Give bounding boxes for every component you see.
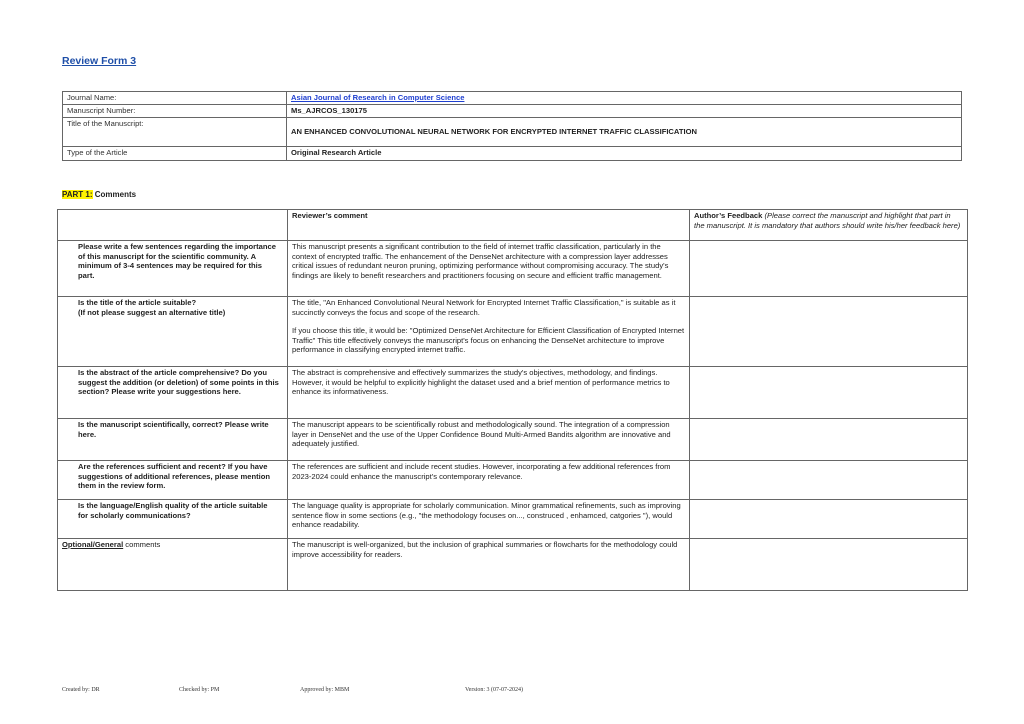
author-feedback-cell[interactable] bbox=[690, 500, 968, 539]
table-row bbox=[58, 241, 968, 297]
question: Is the title of the article suitable? (If not please suggest an alternative title) bbox=[58, 297, 288, 367]
reviewer-comment: The references are sufficient and include recent studies. However, incorporating a few additional references from 2023-2024 could enhance the manuscript's contemporary relevance. bbox=[288, 461, 690, 500]
part-title: Comments bbox=[92, 190, 137, 199]
reviewer-comment: The language quality is appropriate for scholarly communication. Minor grammatical refinements, such as improving sentence flow in some sections (e.g., "the methodology focuses on..., construced , enhamced, catgories "), would enhance readability. bbox=[288, 500, 690, 539]
part-heading bbox=[62, 190, 136, 199]
question: Is the language/English quality of the article suitable for scholarly communications? bbox=[58, 500, 288, 539]
optional-label: Optional/General comments bbox=[58, 539, 288, 591]
question: Is the manuscript scientifically, correct? Please write here. bbox=[58, 419, 288, 461]
reviewer-comment: The abstract is comprehensive and effectively summarizes the study's objectives, methodology, and findings. However, it would be helpful to explicitly highlight the dataset used and a brief mention of performance metrics to enhance its informativeness. bbox=[288, 367, 690, 419]
author-feedback-cell[interactable] bbox=[690, 419, 968, 461]
comments-table bbox=[57, 209, 968, 591]
author-feedback-header: Author’s Feedback (Please correct the manuscript and highlight that part in the manuscript. It is mandatory that authors should write his/her feedback here) bbox=[690, 210, 968, 241]
author-feedback-cell[interactable] bbox=[690, 461, 968, 500]
question: Are the references sufficient and recent? If you have suggestions of additional references, please mention them in the review form. bbox=[58, 461, 288, 500]
footer-created: Created by: DR bbox=[62, 687, 100, 693]
footer-checked: Checked by: PM bbox=[179, 687, 220, 693]
article-type-label: Type of the Article bbox=[63, 147, 287, 161]
article-type-value: Original Research Article bbox=[287, 147, 962, 161]
reviewer-comment-header: Reviewer’s comment bbox=[288, 210, 690, 241]
manuscript-info-table bbox=[62, 91, 962, 161]
footer-approved: Approved by: MBM bbox=[300, 687, 350, 693]
journal-link[interactable]: Asian Journal of Research in Computer Science bbox=[291, 93, 465, 102]
reviewer-comment: The manuscript appears to be scientifically robust and methodologically sound. The integration of a compression layer in DenseNet and the use of the Upper Confidence Bound Multi-Armed Bandits algorithm are innovative and adequately justified. bbox=[288, 419, 690, 461]
table-row bbox=[58, 419, 968, 461]
form-title[interactable]: Review Form 3 bbox=[62, 55, 137, 67]
question: Is the abstract of the article comprehensive? Do you suggest the addition (or deletion) of some points in this section? Please write your suggestions here. bbox=[58, 367, 288, 419]
table-row bbox=[58, 500, 968, 539]
reviewer-comment: The title, "An Enhanced Convolutional Neural Network for Encrypted Internet Traffic Classification," is suitable as it succinctly conveys the focus and scope of the research. If you choose this title, it would be: "Optimized DenseNet Architecture for Efficient Classification of Encrypted Internet Traffic" This title effectively conveys the manuscript's focus on enhancing the DenseNet architecture to improve performance in classifying encrypted internet traffic. bbox=[288, 297, 690, 367]
table-row bbox=[58, 461, 968, 500]
author-feedback-cell[interactable] bbox=[690, 241, 968, 297]
table-row bbox=[58, 297, 968, 367]
table-row bbox=[58, 539, 968, 591]
manuscript-title-label: Title of the Manuscript: bbox=[63, 118, 287, 147]
author-feedback-cell[interactable] bbox=[690, 367, 968, 419]
question: Please write a few sentences regarding the importance of this manuscript for the scientific community. A minimum of 3-4 sentences may be required for this part. bbox=[58, 241, 288, 297]
part-label: PART 1: bbox=[62, 190, 93, 199]
manuscript-number-label: Manuscript Number: bbox=[63, 105, 287, 118]
footer-version: Version: 3 (07-07-2024) bbox=[465, 687, 523, 693]
manuscript-number-value: Ms_AJRCOS_130175 bbox=[287, 105, 962, 118]
table-row bbox=[58, 367, 968, 419]
journal-label: Journal Name: bbox=[63, 92, 287, 105]
reviewer-comment: This manuscript presents a significant contribution to the field of internet traffic classification, particularly in the context of encrypted traffic. The enhancement of the DenseNet architecture with a compression layer addresses critical issues of redundant neuron pruning, optimizing performance without compromising accuracy. The study's findings are likely to benefit researchers and practitioners focusing on secure and efficient traffic management. bbox=[288, 241, 690, 297]
author-feedback-cell[interactable] bbox=[690, 539, 968, 591]
manuscript-title-value: AN ENHANCED CONVOLUTIONAL NEURAL NETWORK FOR ENCRYPTED INTERNET TRAFFIC CLASSIFICATION bbox=[287, 118, 962, 147]
reviewer-comment: The manuscript is well-organized, but the inclusion of graphical summaries or flowcharts for the methodology could improve accessibility for readers. bbox=[288, 539, 690, 591]
author-feedback-cell[interactable] bbox=[690, 297, 968, 367]
